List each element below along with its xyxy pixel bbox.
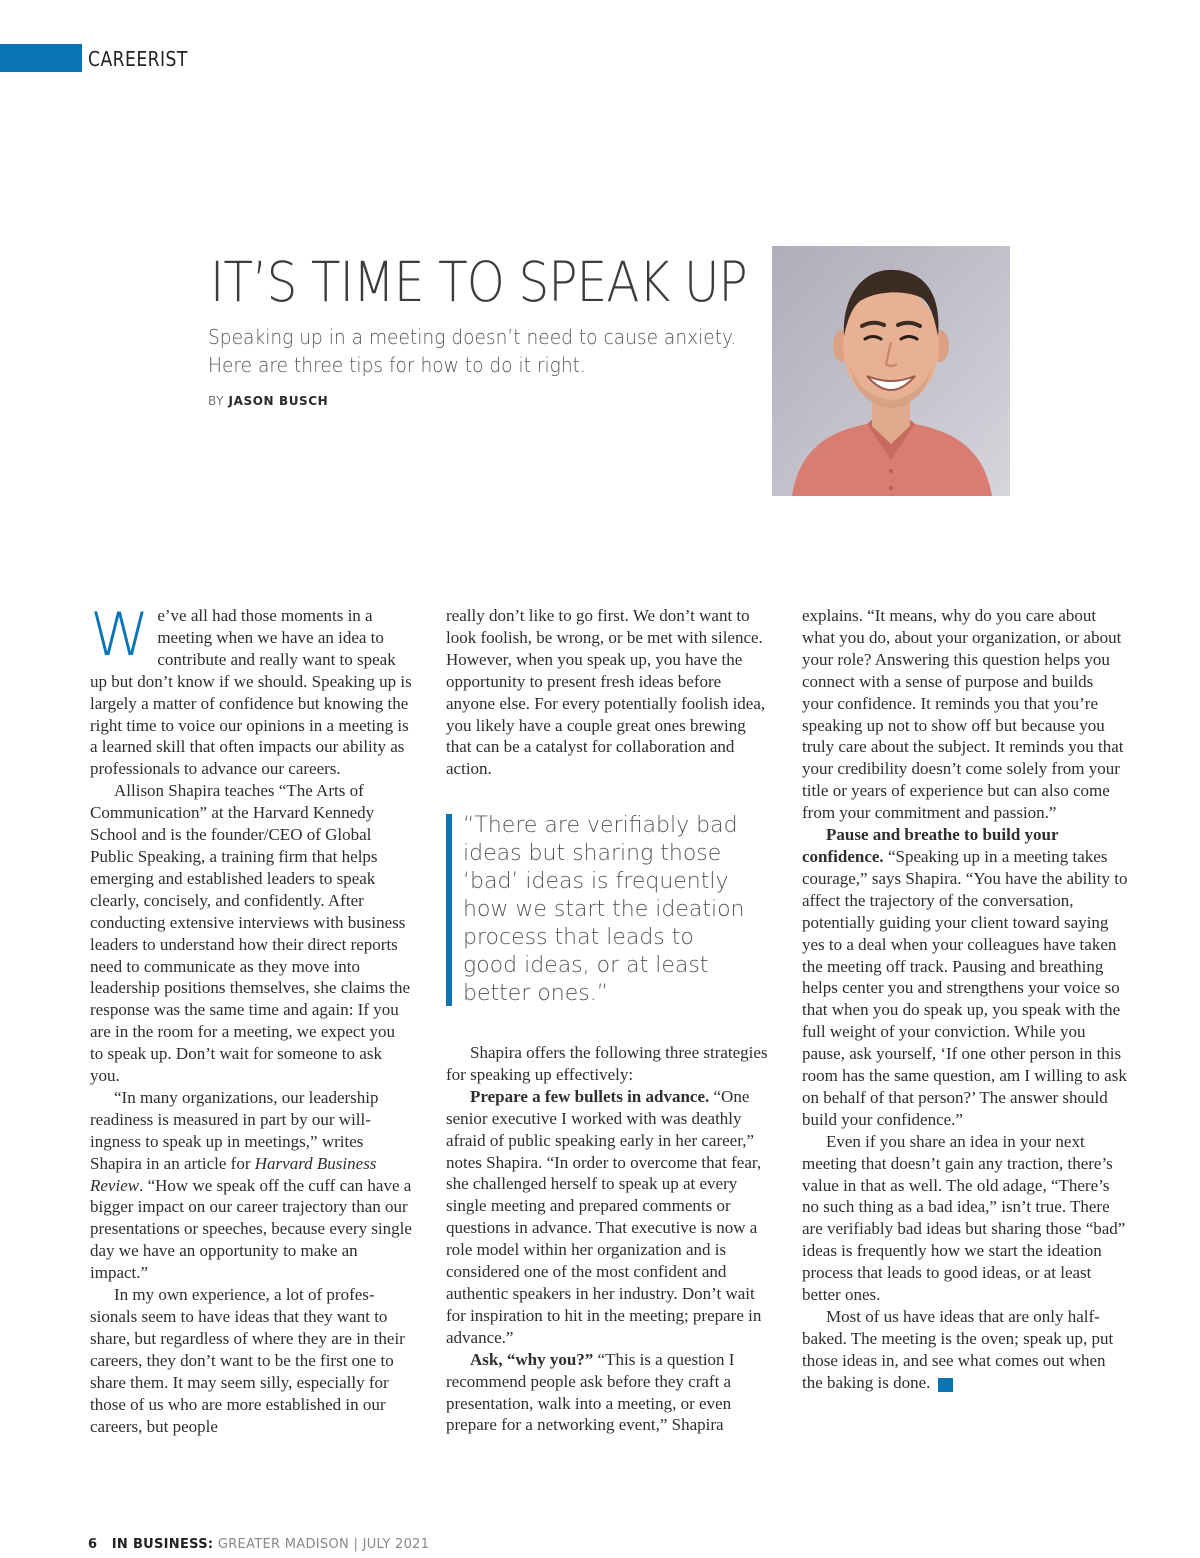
tip-paragraph [802, 824, 1128, 1131]
closing-paragraph [802, 1306, 1128, 1394]
section-label: CAREERIST [88, 47, 188, 71]
body-paragraph: Shapira offers the following three strategies for speaking up effectively: [446, 1043, 768, 1084]
article-column-2-lower [446, 1042, 768, 1436]
pull-quote-line: better ones.” [463, 981, 609, 1006]
article-column-3 [802, 605, 1128, 1394]
body-paragraph: really don’t like to go first. We don’t want to look foolish, be wrong, or be met with silence. However, when you speak up, you have the opportunity to present fresh ideas before anyone else. For every potentially foolish idea, you likely have a couple great ones brewing that can be a catalyst for collaboration and action. [446, 606, 766, 779]
pull-quote-line: “There are verifiably bad [463, 813, 738, 838]
section-color-bar [0, 44, 82, 72]
pull-quote-line: ‘bad’ ideas is frequently [463, 869, 729, 894]
tip-paragraph [446, 1349, 768, 1437]
tip-body: “This is a question I recommend people ask before they craft a presentation, walk into a meeting, or even prepare for a networking event,” Shapira [446, 1349, 735, 1435]
pull-quote-line: how we start the ideation [463, 897, 745, 922]
article-deck [208, 323, 766, 379]
body-paragraph: In my own experience, a lot of professionals seem to have ideas that they want to share, but regardless of where they are in their careers, they don’t want to be the first one to share them. It may seem silly, especially for those of us who are more established in our careers, but people [90, 1285, 405, 1436]
pull-quote-line: good ideas, or at least [463, 953, 709, 978]
pull-quote [463, 812, 763, 1008]
pull-quote-bar [446, 814, 452, 1006]
author-photo-illustration [772, 246, 1010, 496]
page-footer [88, 1537, 429, 1552]
body-text: Most of us have ideas that are only half-baked. The meeting is the oven; speak up, put those ideas in, and see what comes out when the baking is done. [802, 1307, 1114, 1392]
tip-title: Pause and breathe to build your confidence. [802, 825, 1059, 866]
deck-line-1: Speaking up in a meeting doesn’t need to cause anxiety. [208, 325, 737, 349]
tip-title: Prepare a few bullets in advance. [470, 1086, 710, 1106]
body-text: “In many organizations, our leadership readiness is measured in part by our willingness to speak up in meetings,” writes Shapira in an article for [90, 1087, 379, 1173]
author-name: JASON BUSCH [228, 394, 329, 408]
tip-body: “One senior executive I worked with was deathly afraid of public speaking early in her career,” notes Shapira. “In order to overcome that fear, she challenged herself to speak up at every single meeting and prepared comments or questions in advance. That executive is now a role model within her organization and is considered one of the most confident and authentic speakers in her industry. Don’t wait for inspiration to hit in the meeting; prepare in advance.” [446, 1086, 762, 1347]
intro-paragraph [90, 600, 412, 780]
publication-name: IN BUSINESS: [111, 1537, 214, 1552]
page-number: 6 [88, 1537, 98, 1552]
tip-paragraph [446, 1086, 768, 1349]
body-paragraph [90, 1087, 412, 1284]
byline-prefix: BY [208, 394, 225, 408]
article-column-1 [90, 600, 412, 1437]
body-text: . “How we speak off the cuff can have a bigger impact on our career trajectory than our presentations or speeches, because every single day we have an opportunity to make an impact.” [90, 1175, 412, 1283]
publication-issue: GREATER MADISON | JULY 2021 [217, 1537, 430, 1552]
article-headline: IT’S TIME TO SPEAK UP [210, 250, 747, 314]
byline [208, 394, 328, 408]
body-paragraph: explains. “It means, why do you care about what you do, about your organization, or about your role? Answering this question helps you connect with a sense of purpose and builds your confidence. It reminds you that you’re speaking up not to show off but because you truly care about the subject. It reminds you that your credibility doesn’t come solely from your title or years of experience but can also come from your commitment and passion.” [802, 606, 1124, 823]
tip-body: “Speaking up in a meeting takes courage,” says Shapira. “You have the ability to affect the trajectory of the conversation, potentially guiding your client toward saying yes to a deal when your colleagues have taken the meeting off track. Pausing and breathing helps center you and strengthens your voice so that when you do speak up, you speak with the full weight of your conviction. While you pause, ask yourself, ‘If one other person in this room has the same question, am I willing to ask on behalf of that person?’ The answer should build your confidence.” [802, 846, 1128, 1129]
pull-quote-line: ideas but sharing those [463, 841, 722, 866]
article-column-2 [446, 605, 768, 780]
author-photo [772, 246, 1010, 496]
intro-text: e’ve all had those moments in a meeting when we have an idea to contribute and really want to speak up but don’t know if we should. Speaking up is largely a matter of confidence but knowing the right time to voice our opinions in a meeting is a learned skill that often impacts our ability as professionals to advance our careers. [90, 606, 412, 779]
pull-quote-line: process that leads to [463, 925, 694, 950]
deck-line-2: Here are three tips for how to do it right. [208, 353, 586, 377]
publication-title: Harvard Business Review [90, 1153, 377, 1195]
drop-cap: W [90, 600, 150, 670]
tip-title: Ask, “why you?” [470, 1349, 594, 1369]
end-mark-icon: IB [938, 1378, 953, 1392]
body-paragraph: Allison Shapira teaches “The Arts of Communication” at the Harvard Kennedy School and is the founder/CEO of Global Public Speaking, a training firm that helps emerging and established leaders to speak clearly, concisely, and confidently. After conducting extensive interviews with business leaders to understand how their direct reports need to communicate as they move into leadership positions themselves, she claims the response was the same time and again: If you are in the room for a meeting, we expect you to speak up. Don’t wait for someone to ask you. [90, 781, 411, 1086]
body-paragraph: Even if you share an idea in your next meeting that doesn’t gain any traction, there’s value in that as well. The old adage, “There’s no such thing as a bad idea,” isn’t true. There are verifiably bad ideas but sharing those “bad” ideas is frequently how we start the ideation process that leads to good ideas, or at least better ones. [802, 1131, 1126, 1305]
